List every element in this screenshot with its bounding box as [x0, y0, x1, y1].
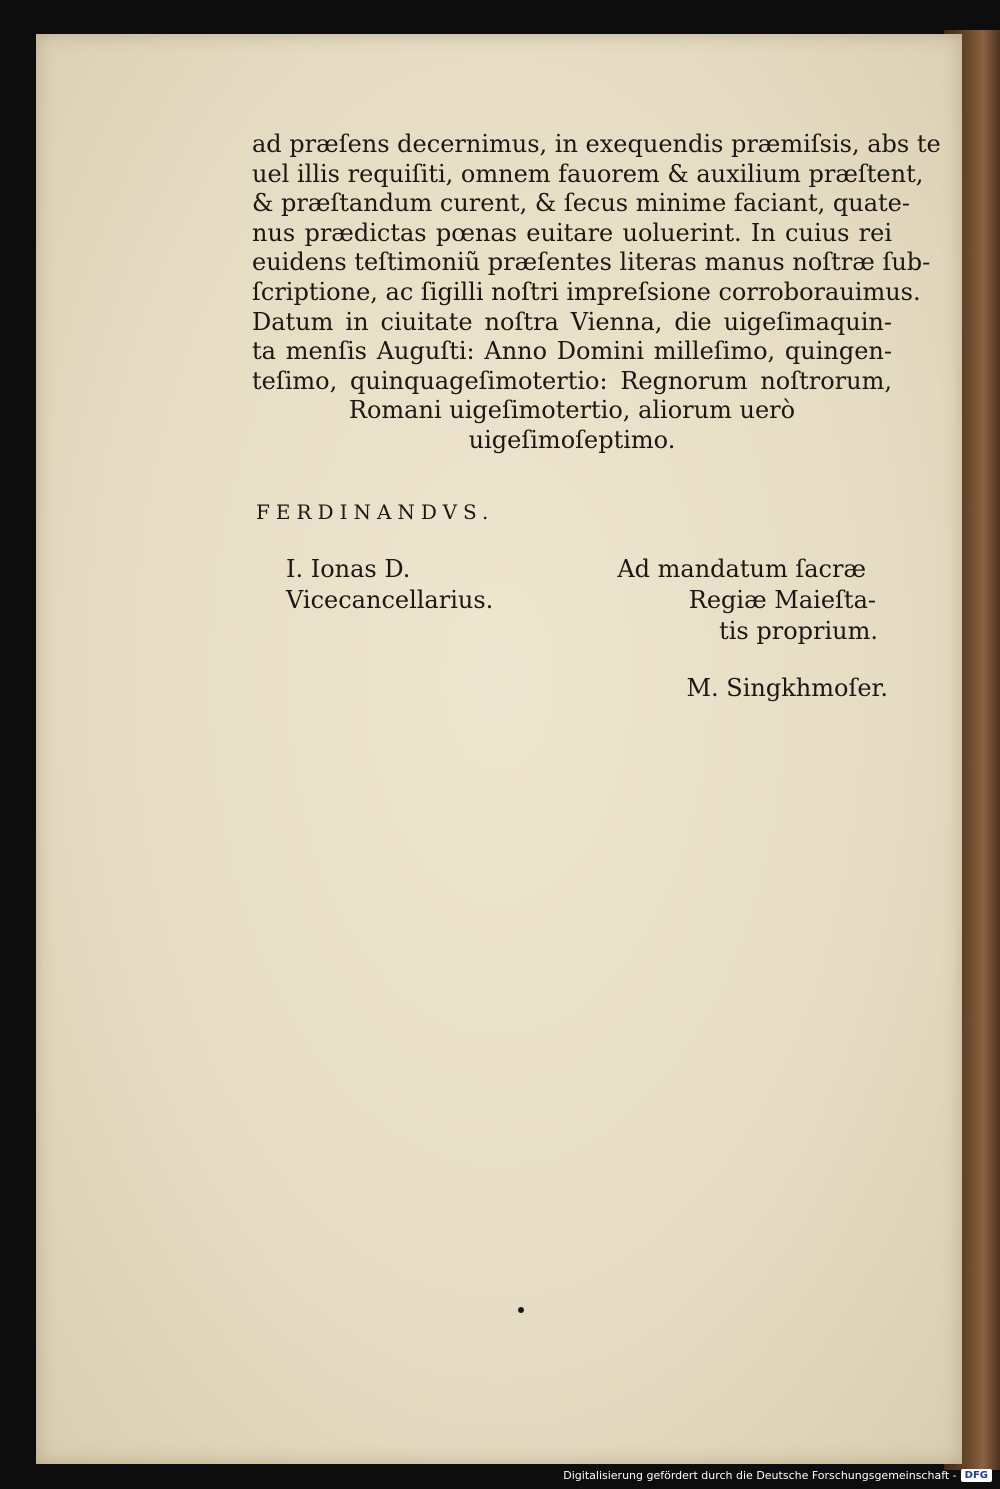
- dfg-logo-icon: DFG: [961, 1469, 992, 1482]
- footer-credit-text: Digitalisierung gefördert durch die Deutsche Forschungsgemeinschaft -: [563, 1468, 957, 1482]
- left-signature-line: Vicecancellarius.: [286, 586, 494, 614]
- page-dot-mark: [518, 1307, 524, 1313]
- body-line: & præſtandum curent, & ſecus minime faciant, quate-: [252, 189, 910, 218]
- body-line: ad præſens decernimus, in exequendis præmiſsis, abs te: [252, 130, 941, 158]
- body-line: teſimo, quinquageſimotertio: Regnorum noſtrorum,: [252, 366, 892, 395]
- footer-credit: [563, 1465, 992, 1485]
- body-line: ſcriptione, ac ſigilli noſtri impreſsione corroborauimus.: [252, 277, 921, 306]
- body-line: uel illis requiſiti, omnem fauorem & auxilium præſtent,: [252, 159, 924, 188]
- body-line: ta menſis Auguſti: Anno Domini milleſimo, quingen-: [252, 337, 892, 366]
- decree-body-text: [252, 130, 941, 456]
- body-line: Romani uigeſimotertio, aliorum uerò: [348, 396, 796, 425]
- signer-name: FERDINANDVS.: [256, 500, 495, 524]
- right-signature-line: Ad mandatum ſacræ: [617, 555, 866, 583]
- secretary-signature: M. Singkhmoſer.: [686, 674, 888, 702]
- left-signature-line: I. Ionas D.: [286, 555, 411, 583]
- right-signature-line: Regiæ Maieſta-: [688, 586, 876, 614]
- left-signature-block: [286, 554, 493, 616]
- body-line: uigeſimoſeptimo.: [468, 425, 676, 454]
- body-line: nus prædictas pœnas euitare uoluerint. In cuius rei: [252, 218, 892, 247]
- body-line: euidens teſtimoniũ præſentes literas manus noſtræ ſub-: [252, 248, 931, 277]
- body-line: Datum in ciuitate noſtra Vienna, die uigeſimaquin-: [252, 307, 892, 336]
- right-signature-block: [596, 554, 878, 647]
- right-signature-line: tis proprium.: [719, 617, 878, 645]
- paper-page: [36, 34, 962, 1464]
